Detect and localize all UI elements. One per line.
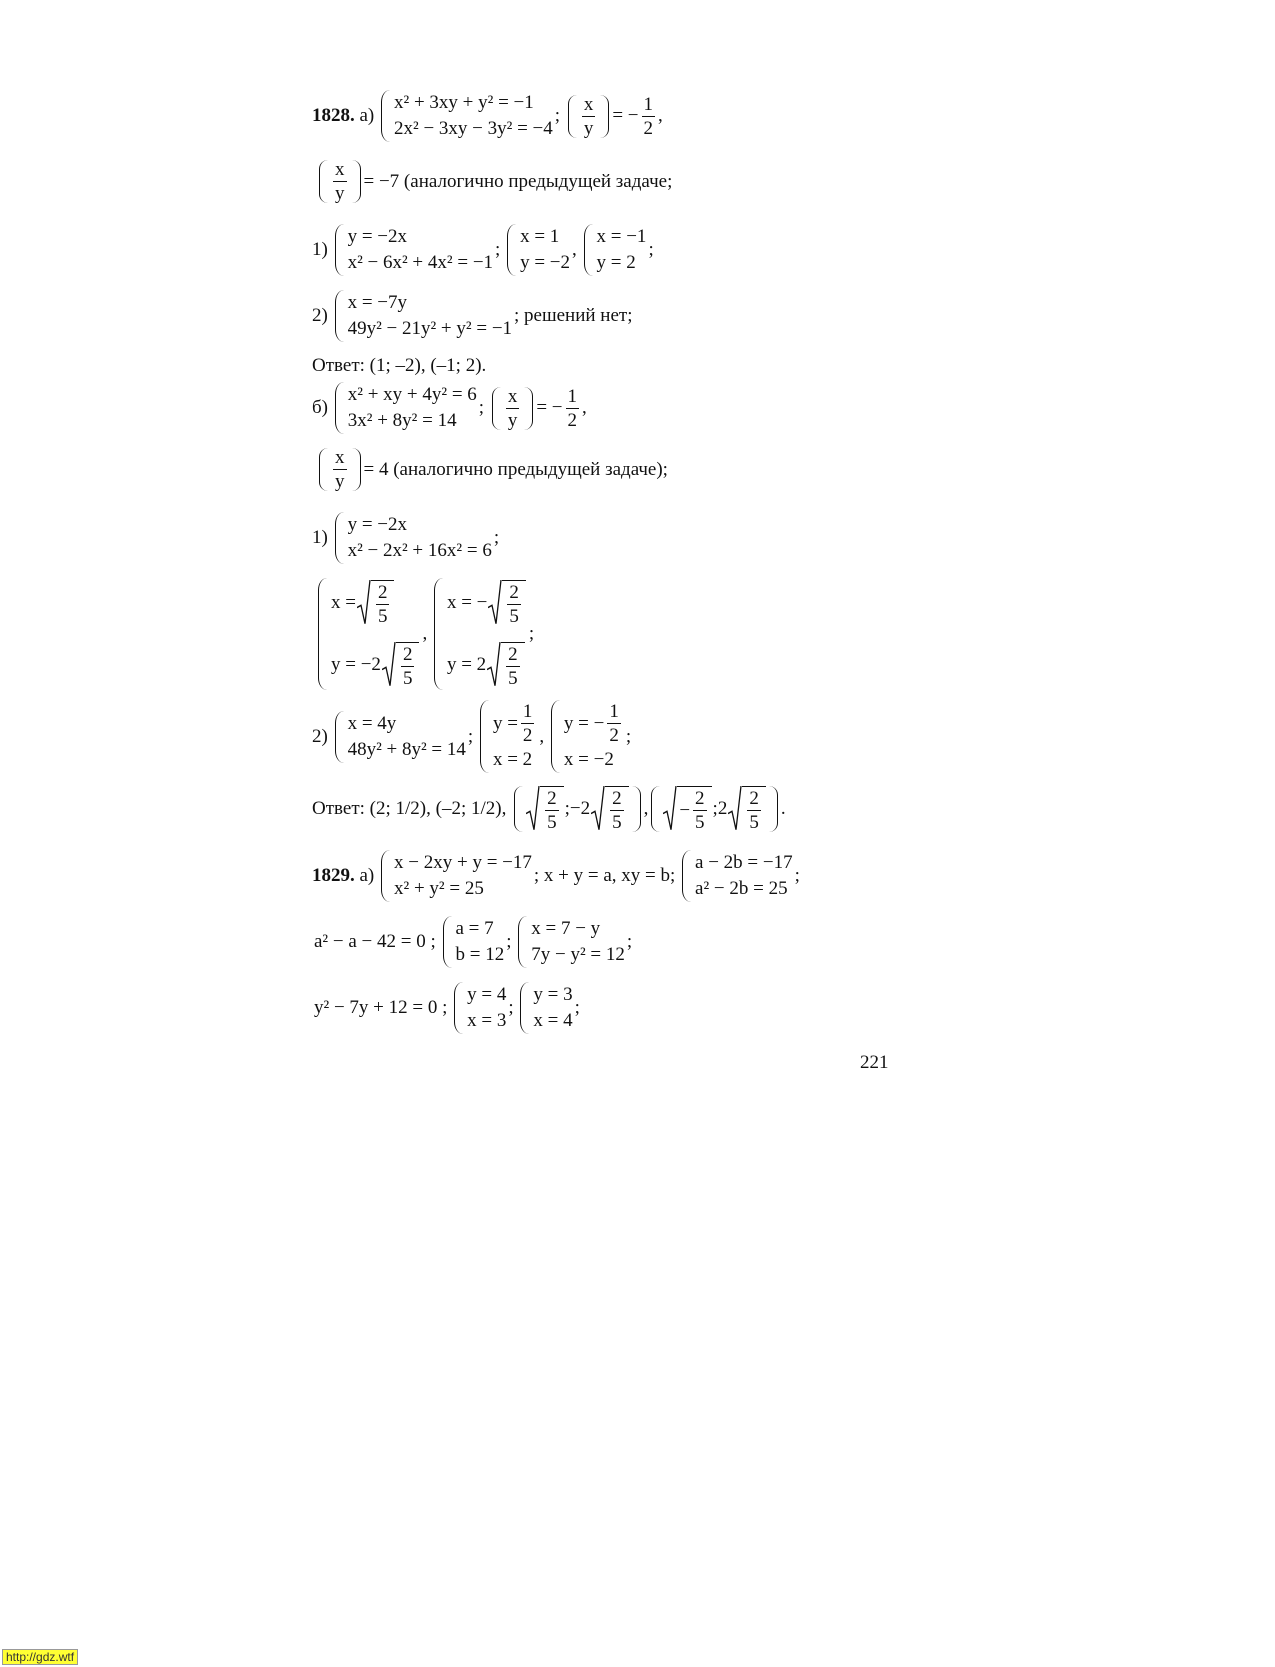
- solution-system: [480, 700, 537, 773]
- separator: ,: [539, 725, 545, 747]
- system: [335, 512, 492, 564]
- separator: ;: [712, 798, 718, 819]
- answer-a: Ответ: (1; –2), (–1; 2).: [312, 355, 487, 376]
- separator: ,: [582, 397, 587, 418]
- solution-system: [434, 578, 527, 690]
- numerator: x: [335, 159, 345, 180]
- system: [381, 850, 532, 902]
- equation: x = −7y: [347, 292, 408, 313]
- separator: ;: [478, 397, 485, 418]
- equation-text: a² − a − 42 = 0 ;: [314, 931, 436, 952]
- problem-1829-header: [312, 850, 800, 902]
- problem-number: 1829.: [312, 865, 355, 886]
- denominator: 5: [547, 812, 557, 833]
- separator: ;: [508, 997, 514, 1018]
- system: [682, 850, 793, 902]
- separator: ,: [643, 798, 649, 819]
- ratio-paren: [319, 448, 361, 491]
- equation-text: y² − 7y + 12 = 0 ;: [314, 997, 448, 1018]
- numerator: 1: [609, 701, 619, 722]
- solution-system: [584, 224, 647, 276]
- equation-text: = −: [536, 397, 563, 418]
- denominator: y: [335, 471, 345, 492]
- equation: y = −2: [520, 252, 570, 273]
- answer-b: [312, 786, 786, 832]
- equation: x = 4: [533, 1010, 573, 1031]
- separator: ;: [574, 997, 580, 1018]
- numerator: 1: [522, 701, 533, 722]
- equation-text: y = −: [563, 712, 605, 734]
- equation-text: = −7 (аналогично предыдущей задаче;: [363, 170, 673, 192]
- part-label: а): [359, 865, 375, 886]
- separator: ;: [626, 931, 633, 952]
- ratio-line-b: [316, 448, 668, 491]
- equation: x = 1: [520, 226, 560, 247]
- numerator: 1: [643, 93, 653, 115]
- step-quadratic-a: [314, 916, 632, 968]
- system: [335, 224, 493, 276]
- denominator: 5: [612, 812, 622, 833]
- case-b1: [312, 512, 499, 564]
- ratio-paren: [568, 95, 610, 138]
- numerator: 2: [547, 788, 557, 809]
- brace: [381, 90, 391, 142]
- coefficient: −2: [569, 798, 591, 819]
- equation: x² + xy + 4y² = 6: [347, 384, 477, 405]
- part-label: б): [312, 397, 328, 418]
- equation: a − 2b = −17: [695, 852, 793, 873]
- case-2: [312, 290, 633, 342]
- sqrt: [357, 580, 395, 626]
- denominator: 5: [749, 812, 759, 833]
- numerator: 1: [567, 385, 578, 407]
- ratio-line: [316, 160, 672, 203]
- equation: 49y² − 21y² + y² = −1: [347, 318, 513, 339]
- equation: x = −1: [596, 226, 647, 247]
- denominator: 2: [609, 725, 619, 746]
- system: [335, 711, 466, 763]
- numerator: 2: [402, 644, 413, 665]
- equation-text: y = −2: [331, 654, 381, 675]
- denominator: 5: [402, 668, 413, 689]
- case-label: 2): [312, 305, 328, 326]
- equation: x = −2: [563, 749, 614, 770]
- denominator: 2: [522, 725, 533, 746]
- fraction: [642, 95, 656, 138]
- substitution: ; x + y = a, xy = b;: [533, 865, 676, 886]
- ratio-paren: [319, 160, 361, 203]
- equation: 3x² + 8y² = 14: [347, 410, 457, 431]
- numerator: 2: [612, 788, 622, 809]
- separator: ;: [467, 725, 474, 747]
- answer-text: Ответ: (2; 1/2), (–2; 1/2),: [312, 798, 507, 819]
- system: [518, 916, 625, 968]
- separator: ;: [528, 623, 535, 644]
- equation-text: = 4 (аналогично предыдущей задаче);: [363, 458, 668, 480]
- system: [443, 916, 505, 968]
- equation: x − 2xy + y = −17: [394, 852, 532, 873]
- system: [381, 90, 553, 142]
- equation: y = 3: [533, 984, 573, 1005]
- answer-pair: [514, 786, 641, 832]
- numerator: 2: [377, 582, 388, 603]
- equation: 7y − y² = 12: [531, 944, 625, 965]
- equation: y = −2x: [347, 226, 408, 247]
- equation: x = 3: [467, 1010, 507, 1031]
- equation: a = 7: [455, 918, 494, 939]
- separator: ;: [648, 239, 654, 260]
- equation: x = 4y: [347, 712, 397, 734]
- denominator: y: [507, 409, 518, 431]
- numerator: x: [583, 93, 594, 115]
- fraction: [566, 387, 580, 430]
- note: ; решений нет;: [514, 305, 633, 326]
- coefficient: 2: [717, 798, 728, 819]
- separator: ;: [495, 239, 501, 260]
- separator: .: [780, 798, 786, 819]
- numerator: 2: [695, 788, 705, 809]
- equation-text: y =: [492, 712, 518, 734]
- separator: ;: [493, 527, 500, 548]
- equation-text: y = 2: [446, 654, 487, 675]
- equation: 2x² − 3xy − 3y² = −4: [394, 118, 553, 139]
- denominator: 5: [509, 606, 519, 627]
- separator: ;: [554, 105, 561, 126]
- equation-text: x =: [331, 592, 356, 613]
- equation: x = 7 − y: [531, 918, 601, 939]
- separator: ;: [794, 865, 800, 886]
- system: [335, 290, 512, 342]
- page-number: 221: [860, 1052, 889, 1073]
- case-label: 2): [312, 725, 328, 747]
- equation: x² − 2x² + 16x² = 6: [347, 540, 492, 561]
- numerator: x: [335, 447, 345, 468]
- solution-system: [551, 700, 624, 773]
- denominator: y: [583, 117, 594, 139]
- numerator: 2: [749, 788, 759, 809]
- case-1: [312, 224, 654, 276]
- ratio-paren: [492, 387, 534, 430]
- separator: ;: [625, 725, 632, 747]
- separator: ;: [564, 798, 570, 819]
- case-label: 1): [312, 527, 328, 548]
- denominator: y: [335, 183, 345, 204]
- solution-system: [507, 224, 570, 276]
- equation: y = −2x: [347, 514, 408, 535]
- separator: ;: [506, 931, 512, 952]
- equation: a² − 2b = 25: [695, 878, 788, 899]
- system: [454, 982, 506, 1034]
- case-b2: [312, 700, 631, 773]
- equation: y = 2: [596, 252, 636, 273]
- solution-system: [318, 578, 420, 690]
- case-label: 1): [312, 239, 328, 260]
- equation: x² − 6x² + 4x² = −1: [347, 252, 494, 273]
- step-quadratic-y: [314, 982, 580, 1034]
- problem-number: 1828.: [312, 105, 355, 126]
- system: [520, 982, 572, 1034]
- answer-pair: − $\frac{2}{5}$ ; 2 $\frac{2}{5}$: [651, 786, 778, 832]
- sqrt: [488, 580, 526, 626]
- separator: ,: [422, 623, 428, 644]
- equation: x = 2: [492, 749, 533, 770]
- denominator: 2: [567, 409, 578, 431]
- numerator: x: [507, 385, 518, 407]
- equation: y = 4: [467, 984, 507, 1005]
- denominator: 2: [643, 117, 653, 139]
- separator: ,: [658, 105, 663, 126]
- numerator: 2: [508, 644, 518, 665]
- equation: x² + 3xy + y² = −1: [394, 92, 534, 113]
- problem-1828-header: [312, 90, 663, 142]
- equation: 48y² + 8y² = 14: [347, 738, 466, 760]
- sqrt: [382, 642, 420, 688]
- sqrt-solutions: [316, 578, 534, 690]
- numerator: 2: [509, 582, 519, 603]
- equation-text: x = −: [446, 592, 488, 613]
- separator: ,: [572, 239, 577, 260]
- denominator: 5: [508, 668, 518, 689]
- part-b-header: [312, 382, 587, 434]
- equation: b = 12: [455, 944, 505, 965]
- part-label: а): [359, 105, 375, 126]
- denominator: 5: [377, 606, 388, 627]
- sqrt: [487, 642, 525, 688]
- footer-link[interactable]: http://gdz.wtf: [2, 1649, 78, 1665]
- system: [335, 382, 477, 434]
- denominator: 5: [695, 812, 705, 833]
- equation-text: = −: [612, 105, 639, 126]
- equation: x² + y² = 25: [394, 878, 484, 899]
